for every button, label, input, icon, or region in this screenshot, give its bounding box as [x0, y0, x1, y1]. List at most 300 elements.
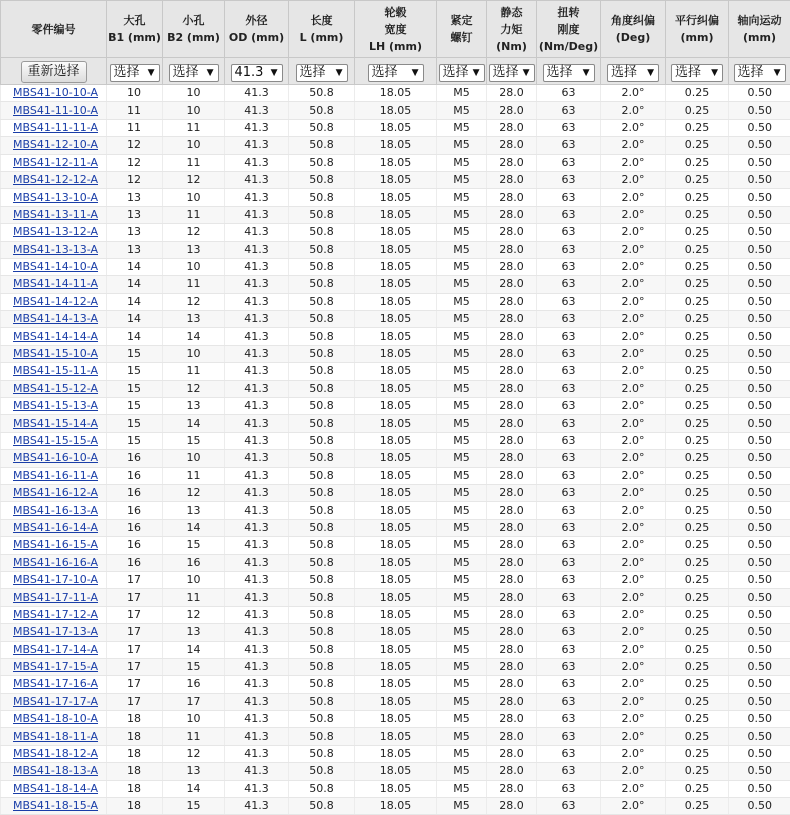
- part-number-link[interactable]: MBS41-17-12-A: [13, 608, 98, 621]
- static-torque-cell: 28.0: [487, 554, 537, 571]
- length-cell: 50.8: [289, 763, 355, 780]
- part-number-cell: [1, 554, 107, 571]
- chevron-down-icon: ▼: [647, 65, 654, 81]
- set-screw-cell: M5: [437, 415, 487, 432]
- axial-motion-cell: 0.50: [729, 432, 790, 449]
- b1-cell: 15: [107, 380, 163, 397]
- length-cell: 50.8: [289, 589, 355, 606]
- hub-width-cell: 18.05: [355, 711, 437, 728]
- b2-cell: 12: [163, 224, 225, 241]
- set-screw-cell: M5: [437, 693, 487, 710]
- length-cell: 50.8: [289, 328, 355, 345]
- part-number-link[interactable]: MBS41-12-10-A: [13, 138, 98, 151]
- table-row: [1, 137, 790, 154]
- table-row: [1, 241, 790, 258]
- parallel-misalignment-cell: 0.25: [666, 745, 729, 762]
- axial-motion-cell: 0.50: [729, 641, 790, 658]
- parallel-misalignment-cell: 0.25: [666, 328, 729, 345]
- parallel-misalignment-cell: 0.25: [666, 676, 729, 693]
- length-cell: 50.8: [289, 241, 355, 258]
- angular-misalignment-cell: 2.0°: [601, 450, 666, 467]
- set-screw-cell: M5: [437, 624, 487, 641]
- part-number-link[interactable]: MBS41-16-15-A: [13, 538, 98, 551]
- set-screw-cell: M5: [437, 241, 487, 258]
- static-torque-cell: 28.0: [487, 711, 537, 728]
- part-number-link[interactable]: MBS41-15-14-A: [13, 417, 98, 430]
- axial-motion-cell: 0.50: [729, 798, 790, 815]
- part-number-link[interactable]: MBS41-14-11-A: [13, 277, 98, 290]
- torsional-stiffness-cell: 63: [537, 154, 601, 171]
- filter-b1-select[interactable]: [110, 64, 160, 82]
- set-screw-cell: M5: [437, 728, 487, 745]
- set-screw-cell: M5: [437, 293, 487, 310]
- part-number-link[interactable]: MBS41-10-10-A: [13, 86, 98, 99]
- chevron-down-icon: ▼: [271, 65, 278, 81]
- od-cell: 41.3: [225, 137, 289, 154]
- axial-motion-cell: 0.50: [729, 241, 790, 258]
- static-torque-cell: 28.0: [487, 693, 537, 710]
- part-number-link[interactable]: MBS41-13-13-A: [13, 243, 98, 256]
- table-row: [1, 693, 790, 710]
- b2-cell: 15: [163, 798, 225, 815]
- b1-cell: 14: [107, 311, 163, 328]
- table-row: [1, 676, 790, 693]
- b1-cell: 18: [107, 728, 163, 745]
- length-cell: 50.8: [289, 554, 355, 571]
- header-set-screw: [437, 1, 487, 58]
- od-cell: 41.3: [225, 258, 289, 275]
- header-line: (Nm/Deg): [538, 38, 599, 55]
- angular-misalignment-cell: 2.0°: [601, 293, 666, 310]
- set-screw-cell: M5: [437, 745, 487, 762]
- part-number-link[interactable]: MBS41-17-17-A: [13, 695, 98, 708]
- part-number-link[interactable]: MBS41-14-14-A: [13, 330, 98, 343]
- angular-misalignment-cell: 2.0°: [601, 745, 666, 762]
- hub-width-cell: 18.05: [355, 415, 437, 432]
- axial-motion-cell: 0.50: [729, 224, 790, 241]
- part-number-link[interactable]: MBS41-15-10-A: [13, 347, 98, 360]
- filter-parallel-select[interactable]: [671, 64, 723, 82]
- chevron-down-icon: ▼: [473, 65, 480, 81]
- length-cell: 50.8: [289, 641, 355, 658]
- part-number-cell: [1, 398, 107, 415]
- filter-l-select[interactable]: [296, 64, 348, 82]
- part-number-cell: [1, 624, 107, 641]
- part-number-cell: [1, 728, 107, 745]
- table-row: [1, 484, 790, 501]
- axial-motion-cell: 0.50: [729, 189, 790, 206]
- b1-cell: 17: [107, 693, 163, 710]
- table-row: [1, 119, 790, 136]
- table-row: [1, 763, 790, 780]
- hub-width-cell: 18.05: [355, 467, 437, 484]
- hub-width-cell: 18.05: [355, 224, 437, 241]
- b2-cell: 14: [163, 328, 225, 345]
- parallel-misalignment-cell: 0.25: [666, 763, 729, 780]
- b1-cell: 15: [107, 345, 163, 362]
- hub-width-cell: 18.05: [355, 537, 437, 554]
- b2-cell: 10: [163, 137, 225, 154]
- parallel-misalignment-cell: 0.25: [666, 502, 729, 519]
- header-line: 扭转: [538, 4, 599, 21]
- axial-motion-cell: 0.50: [729, 519, 790, 536]
- b2-cell: 13: [163, 624, 225, 641]
- parallel-misalignment-cell: 0.25: [666, 363, 729, 380]
- length-cell: 50.8: [289, 537, 355, 554]
- angular-misalignment-cell: 2.0°: [601, 728, 666, 745]
- torsional-stiffness-cell: 63: [537, 693, 601, 710]
- static-torque-cell: 28.0: [487, 276, 537, 293]
- set-screw-cell: M5: [437, 171, 487, 188]
- static-torque-cell: 28.0: [487, 432, 537, 449]
- torsional-stiffness-cell: 63: [537, 467, 601, 484]
- part-number-link[interactable]: MBS41-13-12-A: [13, 225, 98, 238]
- header-axial-motion: [729, 1, 790, 58]
- part-number-link[interactable]: MBS41-15-12-A: [13, 382, 98, 395]
- header-line: 刚度: [538, 21, 599, 38]
- table-row: [1, 728, 790, 745]
- parallel-misalignment-cell: 0.25: [666, 189, 729, 206]
- table-row: [1, 554, 790, 571]
- hub-width-cell: 18.05: [355, 206, 437, 223]
- header-parallel-misalignment: [666, 1, 729, 58]
- hub-width-cell: 18.05: [355, 658, 437, 675]
- table-row: [1, 537, 790, 554]
- b2-cell: 12: [163, 745, 225, 762]
- filter-od-select[interactable]: [231, 64, 283, 82]
- static-torque-cell: 28.0: [487, 258, 537, 275]
- parallel-misalignment-cell: 0.25: [666, 415, 729, 432]
- part-number-cell: [1, 467, 107, 484]
- static-torque-cell: 28.0: [487, 415, 537, 432]
- b2-cell: 11: [163, 154, 225, 171]
- table-row: [1, 606, 790, 623]
- filter-cell-stiffness: [537, 58, 601, 85]
- part-number-link[interactable]: MBS41-18-12-A: [13, 747, 98, 760]
- part-number-cell: [1, 745, 107, 762]
- axial-motion-cell: 0.50: [729, 571, 790, 588]
- b2-cell: 10: [163, 345, 225, 362]
- hub-width-cell: 18.05: [355, 484, 437, 501]
- hub-width-cell: 18.05: [355, 589, 437, 606]
- part-number-link[interactable]: MBS41-13-10-A: [13, 191, 98, 204]
- set-screw-cell: M5: [437, 85, 487, 102]
- b1-cell: 16: [107, 519, 163, 536]
- set-screw-cell: M5: [437, 571, 487, 588]
- set-screw-cell: M5: [437, 154, 487, 171]
- part-number-link[interactable]: MBS41-13-11-A: [13, 208, 98, 221]
- angular-misalignment-cell: 2.0°: [601, 537, 666, 554]
- b2-cell: 12: [163, 293, 225, 310]
- hub-width-cell: 18.05: [355, 571, 437, 588]
- b1-cell: 18: [107, 711, 163, 728]
- b2-cell: 10: [163, 189, 225, 206]
- filter-b2-select[interactable]: [169, 64, 219, 82]
- od-cell: 41.3: [225, 224, 289, 241]
- od-cell: 41.3: [225, 85, 289, 102]
- static-torque-cell: 28.0: [487, 571, 537, 588]
- part-number-cell: [1, 780, 107, 797]
- torsional-stiffness-cell: 63: [537, 728, 601, 745]
- part-number-link[interactable]: MBS41-14-10-A: [13, 260, 98, 273]
- table-row: [1, 398, 790, 415]
- header-line: 平行纠偏: [667, 12, 727, 29]
- parallel-misalignment-cell: 0.25: [666, 728, 729, 745]
- b2-cell: 15: [163, 658, 225, 675]
- part-number-link[interactable]: MBS41-14-13-A: [13, 312, 98, 325]
- b2-cell: 13: [163, 398, 225, 415]
- set-screw-cell: M5: [437, 398, 487, 415]
- filter-stiffness-select[interactable]: [543, 64, 595, 82]
- parallel-misalignment-cell: 0.25: [666, 276, 729, 293]
- parallel-misalignment-cell: 0.25: [666, 519, 729, 536]
- static-torque-cell: 28.0: [487, 624, 537, 641]
- parallel-misalignment-cell: 0.25: [666, 606, 729, 623]
- part-number-link[interactable]: MBS41-16-13-A: [13, 504, 98, 517]
- set-screw-cell: M5: [437, 606, 487, 623]
- parallel-misalignment-cell: 0.25: [666, 589, 729, 606]
- hub-width-cell: 18.05: [355, 693, 437, 710]
- b1-cell: 13: [107, 241, 163, 258]
- od-cell: 41.3: [225, 728, 289, 745]
- part-number-link[interactable]: MBS41-17-14-A: [13, 643, 98, 656]
- select-value: 选择: [114, 65, 140, 80]
- angular-misalignment-cell: 2.0°: [601, 502, 666, 519]
- od-cell: 41.3: [225, 502, 289, 519]
- set-screw-cell: M5: [437, 363, 487, 380]
- filter-axial-select[interactable]: [734, 64, 786, 82]
- static-torque-cell: 28.0: [487, 380, 537, 397]
- angular-misalignment-cell: 2.0°: [601, 519, 666, 536]
- static-torque-cell: 28.0: [487, 780, 537, 797]
- b2-cell: 15: [163, 537, 225, 554]
- b2-cell: 13: [163, 763, 225, 780]
- part-number-link[interactable]: MBS41-15-15-A: [13, 434, 98, 447]
- filter-cell-b1: [107, 58, 163, 85]
- torsional-stiffness-cell: 63: [537, 415, 601, 432]
- part-number-link[interactable]: MBS41-15-11-A: [13, 364, 98, 377]
- set-screw-cell: M5: [437, 206, 487, 223]
- hub-width-cell: 18.05: [355, 85, 437, 102]
- angular-misalignment-cell: 2.0°: [601, 676, 666, 693]
- parallel-misalignment-cell: 0.25: [666, 711, 729, 728]
- static-torque-cell: 28.0: [487, 85, 537, 102]
- part-number-link[interactable]: MBS41-11-11-A: [13, 121, 98, 134]
- parallel-misalignment-cell: 0.25: [666, 102, 729, 119]
- b2-cell: 14: [163, 641, 225, 658]
- part-number-link[interactable]: MBS41-18-11-A: [13, 730, 98, 743]
- axial-motion-cell: 0.50: [729, 780, 790, 797]
- static-torque-cell: 28.0: [487, 363, 537, 380]
- part-number-link[interactable]: MBS41-18-14-A: [13, 782, 98, 795]
- header-line: B1 (mm): [108, 29, 161, 46]
- part-number-link[interactable]: MBS41-16-14-A: [13, 521, 98, 534]
- header-line: 紧定: [438, 12, 485, 29]
- static-torque-cell: 28.0: [487, 676, 537, 693]
- header-line: 长度: [290, 12, 353, 29]
- static-torque-cell: 28.0: [487, 293, 537, 310]
- angular-misalignment-cell: 2.0°: [601, 189, 666, 206]
- part-number-link[interactable]: MBS41-12-12-A: [13, 173, 98, 186]
- length-cell: 50.8: [289, 171, 355, 188]
- b2-cell: 10: [163, 85, 225, 102]
- length-cell: 50.8: [289, 780, 355, 797]
- part-number-link[interactable]: MBS41-18-10-A: [13, 712, 98, 725]
- angular-misalignment-cell: 2.0°: [601, 641, 666, 658]
- length-cell: 50.8: [289, 745, 355, 762]
- parallel-misalignment-cell: 0.25: [666, 206, 729, 223]
- torsional-stiffness-cell: 63: [537, 676, 601, 693]
- parallel-misalignment-cell: 0.25: [666, 780, 729, 797]
- part-number-link[interactable]: MBS41-14-12-A: [13, 295, 98, 308]
- part-number-link[interactable]: MBS41-18-15-A: [13, 799, 98, 812]
- header-line: (mm): [730, 29, 789, 46]
- part-number-link[interactable]: MBS41-17-10-A: [13, 573, 98, 586]
- part-number-link[interactable]: MBS41-11-10-A: [13, 104, 98, 117]
- hub-width-cell: 18.05: [355, 380, 437, 397]
- b2-cell: 11: [163, 728, 225, 745]
- part-number-link[interactable]: MBS41-18-13-A: [13, 764, 98, 777]
- parallel-misalignment-cell: 0.25: [666, 432, 729, 449]
- angular-misalignment-cell: 2.0°: [601, 171, 666, 188]
- b1-cell: 15: [107, 432, 163, 449]
- length-cell: 50.8: [289, 711, 355, 728]
- hub-width-cell: 18.05: [355, 189, 437, 206]
- reset-button[interactable]: 重新选择: [21, 61, 87, 83]
- hub-width-cell: 18.05: [355, 624, 437, 641]
- select-value: 选择: [173, 65, 199, 80]
- b2-cell: 11: [163, 206, 225, 223]
- torsional-stiffness-cell: 63: [537, 763, 601, 780]
- table-row: [1, 328, 790, 345]
- chevron-down-icon: ▼: [583, 65, 590, 81]
- parallel-misalignment-cell: 0.25: [666, 345, 729, 362]
- od-cell: 41.3: [225, 484, 289, 501]
- torsional-stiffness-cell: 63: [537, 241, 601, 258]
- torsional-stiffness-cell: 63: [537, 258, 601, 275]
- length-cell: 50.8: [289, 363, 355, 380]
- length-cell: 50.8: [289, 624, 355, 641]
- b1-cell: 16: [107, 450, 163, 467]
- part-number-cell: [1, 693, 107, 710]
- part-number-link[interactable]: MBS41-17-13-A: [13, 625, 98, 638]
- hub-width-cell: 18.05: [355, 798, 437, 815]
- static-torque-cell: 28.0: [487, 484, 537, 501]
- torsional-stiffness-cell: 63: [537, 171, 601, 188]
- b1-cell: 18: [107, 780, 163, 797]
- od-cell: 41.3: [225, 450, 289, 467]
- torsional-stiffness-cell: 63: [537, 711, 601, 728]
- select-value: 选择: [738, 65, 764, 80]
- axial-motion-cell: 0.50: [729, 311, 790, 328]
- length-cell: 50.8: [289, 224, 355, 241]
- b1-cell: 17: [107, 641, 163, 658]
- part-number-cell: [1, 676, 107, 693]
- filter-cell-lh: [355, 58, 437, 85]
- static-torque-cell: 28.0: [487, 763, 537, 780]
- od-cell: 41.3: [225, 206, 289, 223]
- axial-motion-cell: 0.50: [729, 276, 790, 293]
- torsional-stiffness-cell: 63: [537, 537, 601, 554]
- part-number-link[interactable]: MBS41-12-11-A: [13, 156, 98, 169]
- static-torque-cell: 28.0: [487, 119, 537, 136]
- torsional-stiffness-cell: 63: [537, 85, 601, 102]
- header-line: B2 (mm): [164, 29, 223, 46]
- hub-width-cell: 18.05: [355, 345, 437, 362]
- table-row: [1, 102, 790, 119]
- table-row: [1, 519, 790, 536]
- hub-width-cell: 18.05: [355, 676, 437, 693]
- set-screw-cell: M5: [437, 658, 487, 675]
- static-torque-cell: 28.0: [487, 102, 537, 119]
- part-number-link[interactable]: MBS41-17-16-A: [13, 677, 98, 690]
- filter-angle-select[interactable]: [607, 64, 659, 82]
- part-number-link[interactable]: MBS41-15-13-A: [13, 399, 98, 412]
- torsional-stiffness-cell: 63: [537, 780, 601, 797]
- od-cell: 41.3: [225, 363, 289, 380]
- hub-width-cell: 18.05: [355, 171, 437, 188]
- part-number-cell: [1, 311, 107, 328]
- angular-misalignment-cell: 2.0°: [601, 345, 666, 362]
- torsional-stiffness-cell: 63: [537, 311, 601, 328]
- axial-motion-cell: 0.50: [729, 328, 790, 345]
- part-number-cell: [1, 502, 107, 519]
- header-torsional-stiffness: [537, 1, 601, 58]
- set-screw-cell: M5: [437, 102, 487, 119]
- torsional-stiffness-cell: 63: [537, 293, 601, 310]
- b2-cell: 14: [163, 780, 225, 797]
- b2-cell: 11: [163, 467, 225, 484]
- filter-lh-select[interactable]: [368, 64, 424, 82]
- parallel-misalignment-cell: 0.25: [666, 554, 729, 571]
- header-line: 轮毂: [356, 4, 435, 21]
- part-number-link[interactable]: MBS41-17-11-A: [13, 591, 98, 604]
- b2-cell: 13: [163, 241, 225, 258]
- header-line: 大孔: [108, 12, 161, 29]
- header-line: 零件编号: [2, 21, 105, 38]
- axial-motion-cell: 0.50: [729, 258, 790, 275]
- b2-cell: 11: [163, 276, 225, 293]
- part-number-link[interactable]: MBS41-17-15-A: [13, 660, 98, 673]
- torsional-stiffness-cell: 63: [537, 119, 601, 136]
- parallel-misalignment-cell: 0.25: [666, 693, 729, 710]
- part-number-cell: [1, 450, 107, 467]
- filter-torque-select[interactable]: [489, 64, 535, 82]
- filter-screw-select[interactable]: [439, 64, 485, 82]
- od-cell: 41.3: [225, 154, 289, 171]
- angular-misalignment-cell: 2.0°: [601, 363, 666, 380]
- select-value: 选择: [675, 65, 701, 80]
- header-line: 角度纠偏: [602, 12, 664, 29]
- od-cell: 41.3: [225, 467, 289, 484]
- length-cell: 50.8: [289, 571, 355, 588]
- b1-cell: 14: [107, 276, 163, 293]
- b2-cell: 11: [163, 589, 225, 606]
- part-number-link[interactable]: MBS41-16-10-A: [13, 451, 98, 464]
- hub-width-cell: 18.05: [355, 606, 437, 623]
- b2-cell: 17: [163, 693, 225, 710]
- length-cell: 50.8: [289, 728, 355, 745]
- torsional-stiffness-cell: 63: [537, 658, 601, 675]
- length-cell: 50.8: [289, 380, 355, 397]
- part-number-link[interactable]: MBS41-16-16-A: [13, 556, 98, 569]
- b2-cell: 12: [163, 484, 225, 501]
- b1-cell: 18: [107, 798, 163, 815]
- od-cell: 41.3: [225, 763, 289, 780]
- od-cell: 41.3: [225, 328, 289, 345]
- part-number-link[interactable]: MBS41-16-12-A: [13, 486, 98, 499]
- part-number-link[interactable]: MBS41-16-11-A: [13, 469, 98, 482]
